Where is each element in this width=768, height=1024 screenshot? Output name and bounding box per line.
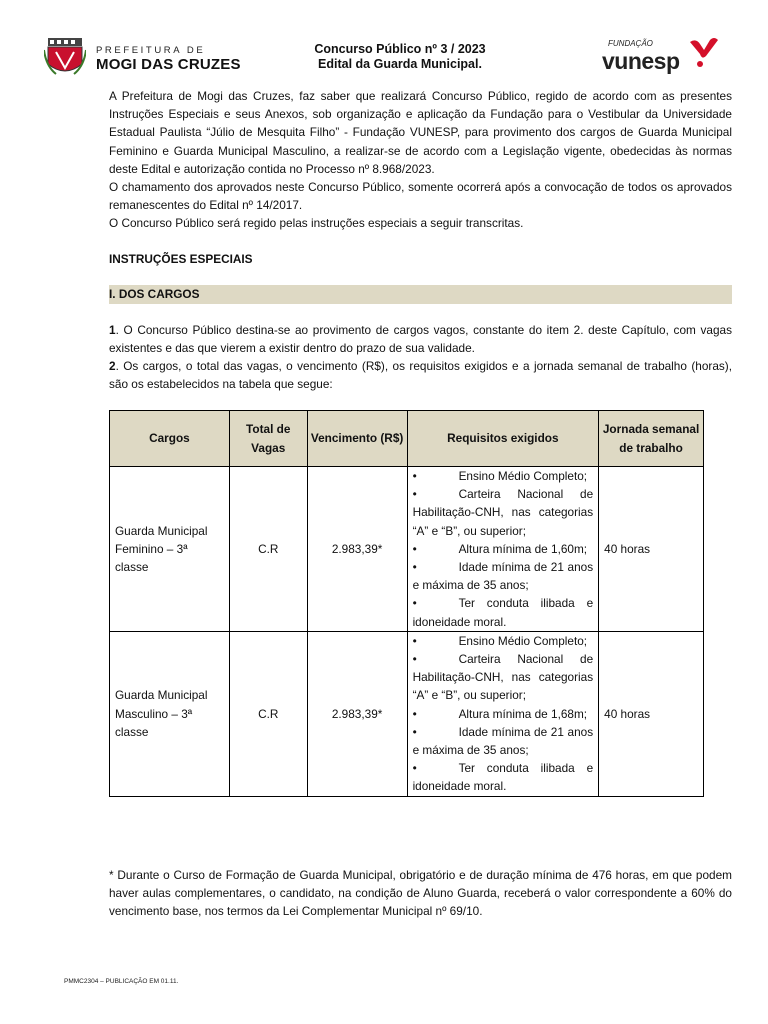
- list-item: • Ensino Médio Completo;: [412, 469, 588, 483]
- list-item: • Idade mínima de 21 anos e máxima de 35 anos;: [412, 724, 594, 758]
- cell-requisitos: [407, 467, 599, 632]
- city-crest-icon: [44, 38, 86, 78]
- table-row: [110, 467, 704, 632]
- municipality-name: MOGI DAS CRUZES: [96, 56, 241, 73]
- vunesp-logo: [600, 36, 730, 76]
- item-1-number: 1: [109, 322, 116, 337]
- header-cargos: Cargos: [110, 411, 230, 467]
- cell-vencimento: 2.983,39*: [307, 631, 407, 796]
- mogi-das-cruzes-logo: [44, 38, 244, 80]
- list-item: • Carteira Nacional de Habilitação-CNH, nas categorias “A” e “B”, ou superior;: [412, 652, 594, 703]
- item-1-text: . O Concurso Público destina-se ao provimento de cargos vagos, constante do item 2. deste Capítulo, com vagas existentes e das que vierem a existir dentro do prazo de sua validade.: [109, 322, 732, 356]
- cell-jornada: 40 horas: [599, 467, 704, 632]
- item-1: [109, 321, 732, 357]
- requirements-list: [413, 467, 594, 631]
- list-item: • Ensino Médio Completo;: [412, 633, 588, 648]
- municipality-prefix: PREFEITURA DE: [96, 45, 206, 56]
- item-2-text: . Os cargos, o total das vagas, o vencimento (R$), os requisitos exigidos e a jornada semanal de trabalho (horas), são os estabelecidos na tabela que segue:: [109, 359, 732, 392]
- cell-vagas: C.R: [229, 467, 307, 632]
- instructions-heading: INSTRUÇÕES ESPECIAIS: [109, 251, 253, 266]
- cell-requisitos: [407, 631, 599, 796]
- header-requisitos: Requisitos exigidos: [407, 411, 599, 467]
- table-row: [110, 631, 704, 796]
- header-vagas: Total de Vagas: [229, 411, 307, 467]
- cargos-table: [109, 410, 704, 797]
- cell-cargo: Guarda Municipal Masculino – 3ª classe: [110, 631, 230, 796]
- cell-jornada: 40 horas: [599, 631, 704, 796]
- header-jornada: Jornada semanal de trabalho: [599, 411, 704, 467]
- foundation-label: FUNDAÇÃO: [608, 39, 653, 48]
- title-line-1: Concurso Público nº 3 / 2023: [314, 42, 486, 56]
- intro-paragraph-3: O Concurso Público será regido pelas instruções especiais a seguir transcritas.: [109, 216, 524, 231]
- list-item: • Ter conduta ilibada e idoneidade moral.: [412, 761, 594, 794]
- foundation-name: vunesp: [602, 48, 680, 74]
- list-item: • Ter conduta ilibada e idoneidade moral.: [412, 596, 594, 629]
- section-title-bar: I. DOS CARGOS: [109, 285, 732, 304]
- footer-text: PMMC2304 – PUBLICAÇÃO EM 01.11.: [64, 978, 179, 985]
- document-title: [290, 42, 510, 72]
- intro-paragraph-2: O chamamento dos aprovados neste Concurso Público, somente ocorrerá após a convocação de todos os aprovados remanescentes do Edital nº 14/2017.: [109, 180, 732, 213]
- vunesp-mark-icon: [686, 36, 720, 70]
- document-header: [0, 0, 768, 84]
- footnote: * Durante o Curso de Formação de Guarda Municipal, obrigatório e de duração mínima de 476 horas, em que podem haver aulas complementares, o candidato, na condição de Aluno Guarda, receberá o valor correspondente a 60% do vencimento base, nos termos da Lei Complementar Municipal nº 69/10.: [109, 868, 732, 919]
- list-item: • Idade mínima de 21 anos e máxima de 35 anos;: [412, 560, 594, 593]
- header-vencimento: Vencimento (R$): [307, 411, 407, 467]
- cell-cargo: Guarda Municipal Feminino – 3ª classe: [110, 467, 230, 632]
- title-line-2: Edital da Guarda Municipal.: [318, 57, 482, 71]
- requirements-list: [413, 632, 594, 796]
- list-item: • Carteira Nacional de Habilitação-CNH, nas categorias “A” e “B”, ou superior;: [412, 487, 594, 538]
- table-header-row: [110, 411, 704, 467]
- list-item: • Altura mínima de 1,60m;: [412, 541, 588, 556]
- cell-vagas: C.R: [229, 631, 307, 796]
- item-2-number: 2: [109, 359, 116, 374]
- cell-vencimento: 2.983,39*: [307, 467, 407, 632]
- list-item: • Altura mínima de 1,68m;: [412, 706, 588, 721]
- item-2: [109, 357, 732, 393]
- document-body: [109, 87, 732, 394]
- intro-paragraph-1: A Prefeitura de Mogi das Cruzes, faz saber que realizará Concurso Público, regido de acordo com as presentes Instruções Especiais e seus Anexos, sob organização e aplicação da Fundação para o Vestibular da Universidade Estadual Paulista “Júlio de Mesquita Filho” - Fundação VUNESP, para provimento dos cargos de Guarda Municipal Feminino e Guarda Municipal Masculino, a realizar-se de acordo com a Legislação vigente, obedecidas às normas deste Edital e autorização contida no Processo nº 8.968/2023.: [109, 89, 732, 176]
